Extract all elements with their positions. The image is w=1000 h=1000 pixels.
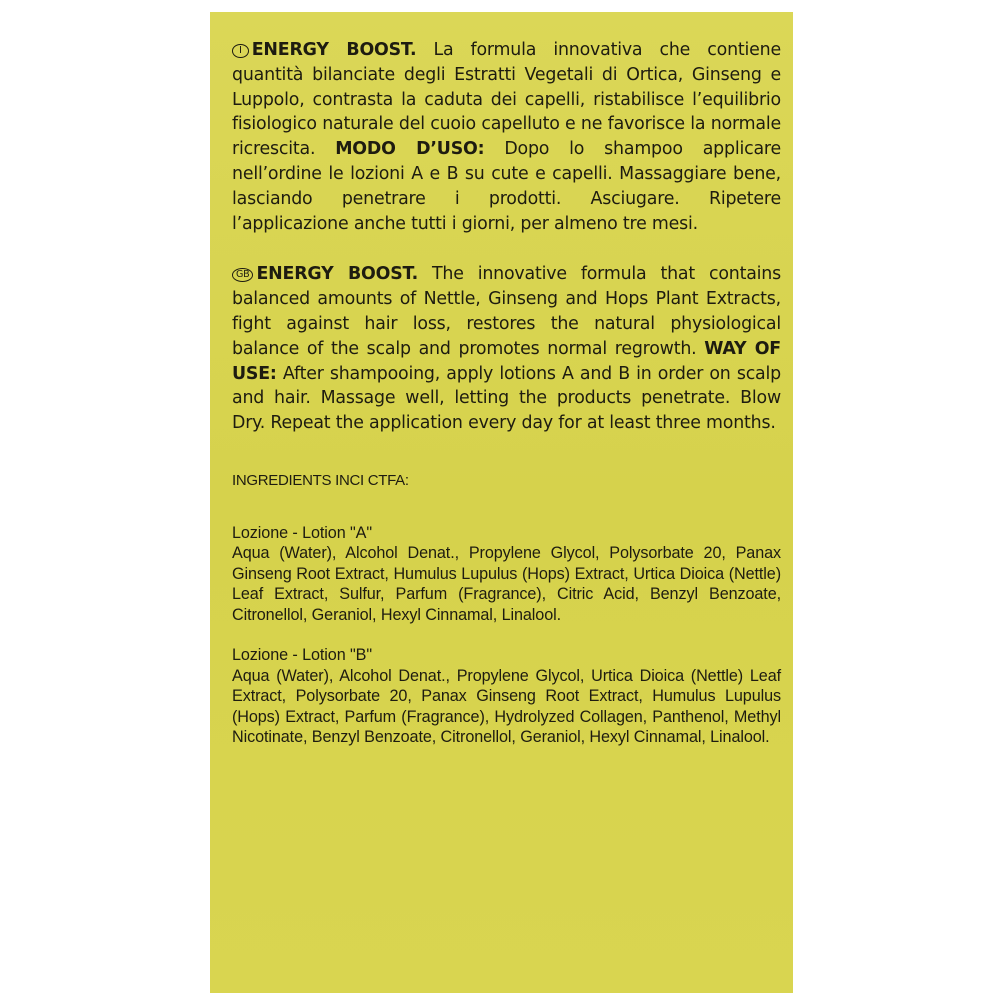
lotion-b-list: Aqua (Water), Alcohol Denat., Propylene Glycol, Urtica Dioica (Nettle) Leaf Extract, Polysorbate 20, Panax Ginseng Root Extract, Humulus Lupulus (Hops) Extract, Parfum (Fragrance), Hydrolyzed Collagen, Panthenol, Methyl Nicotinate, Benzyl Benzoate, Citronellol, Geraniol, Hexyl Cinnamal, Linalool. xyxy=(232,666,781,747)
english-intro-text: The innovative formula that contains balanced amounts of Nettle, Ginseng and Hops Plant Extracts, fight against hair loss, restores the natural physiological balance of the scalp and promotes normal regrowth. xyxy=(232,264,781,359)
italian-usage-text: Dopo lo shampoo applicare nell’ordine le lozioni A e B su cute e capelli. Massaggiare bene, lasciando penetrare i prodotti. Asciugare. Ripetere l’applicazione anche tutti i giorni, per almeno tre mesi. xyxy=(232,139,781,234)
section-spacer xyxy=(232,236,781,262)
lotion-a-ingredients xyxy=(232,523,781,626)
italian-intro-text: La formula innovativa che contiene quantità bilanciate degli Estratti Vegetali di Ortica, Ginseng e Luppolo, contrasta la caduta dei capelli, ristabilisce l’equilibrio fisiologico naturale del cuoio capelluto e ne favorisce la normale ricrescita. xyxy=(232,40,781,160)
italian-usage-label: MODO D’USO: xyxy=(335,139,485,160)
ingredients-heading: INGREDIENTS INCI CTFA: xyxy=(232,471,409,489)
english-usage-text: After shampooing, apply lotions A and B in order on scalp and hair. Massage well, letting the products penetrate. Blow Dry. Repeat the application every day for at least three months. xyxy=(232,363,781,434)
lotion-a-title: Lozione - Lotion "A" xyxy=(232,523,372,542)
product-label-panel xyxy=(210,12,793,993)
italy-language-badge-icon: I xyxy=(232,44,249,58)
italian-product-title: ENERGY BOOST. xyxy=(251,40,417,60)
uk-language-badge-icon: GB xyxy=(232,268,253,282)
lotion-b-title: Lozione - Lotion "B" xyxy=(232,646,372,665)
english-product-title: ENERGY BOOST. xyxy=(256,264,418,285)
english-description xyxy=(232,262,781,436)
english-usage-label: WAY OF USE: xyxy=(232,338,781,384)
italian-description xyxy=(232,38,781,236)
lotion-b-ingredients xyxy=(232,645,781,748)
lotion-a-list: Aqua (Water), Alcohol Denat., Propylene Glycol, Polysorbate 20, Panax Ginseng Root Extract, Humulus Lupulus (Hops) Extract, Urtica Dioica (Nettle) Leaf Extract, Sulfur, Parfum (Fragrance), Citric Acid, Benzyl Benzoate, Citronellol, Geraniol, Hexyl Cinnamal, Linalool. xyxy=(232,544,781,624)
